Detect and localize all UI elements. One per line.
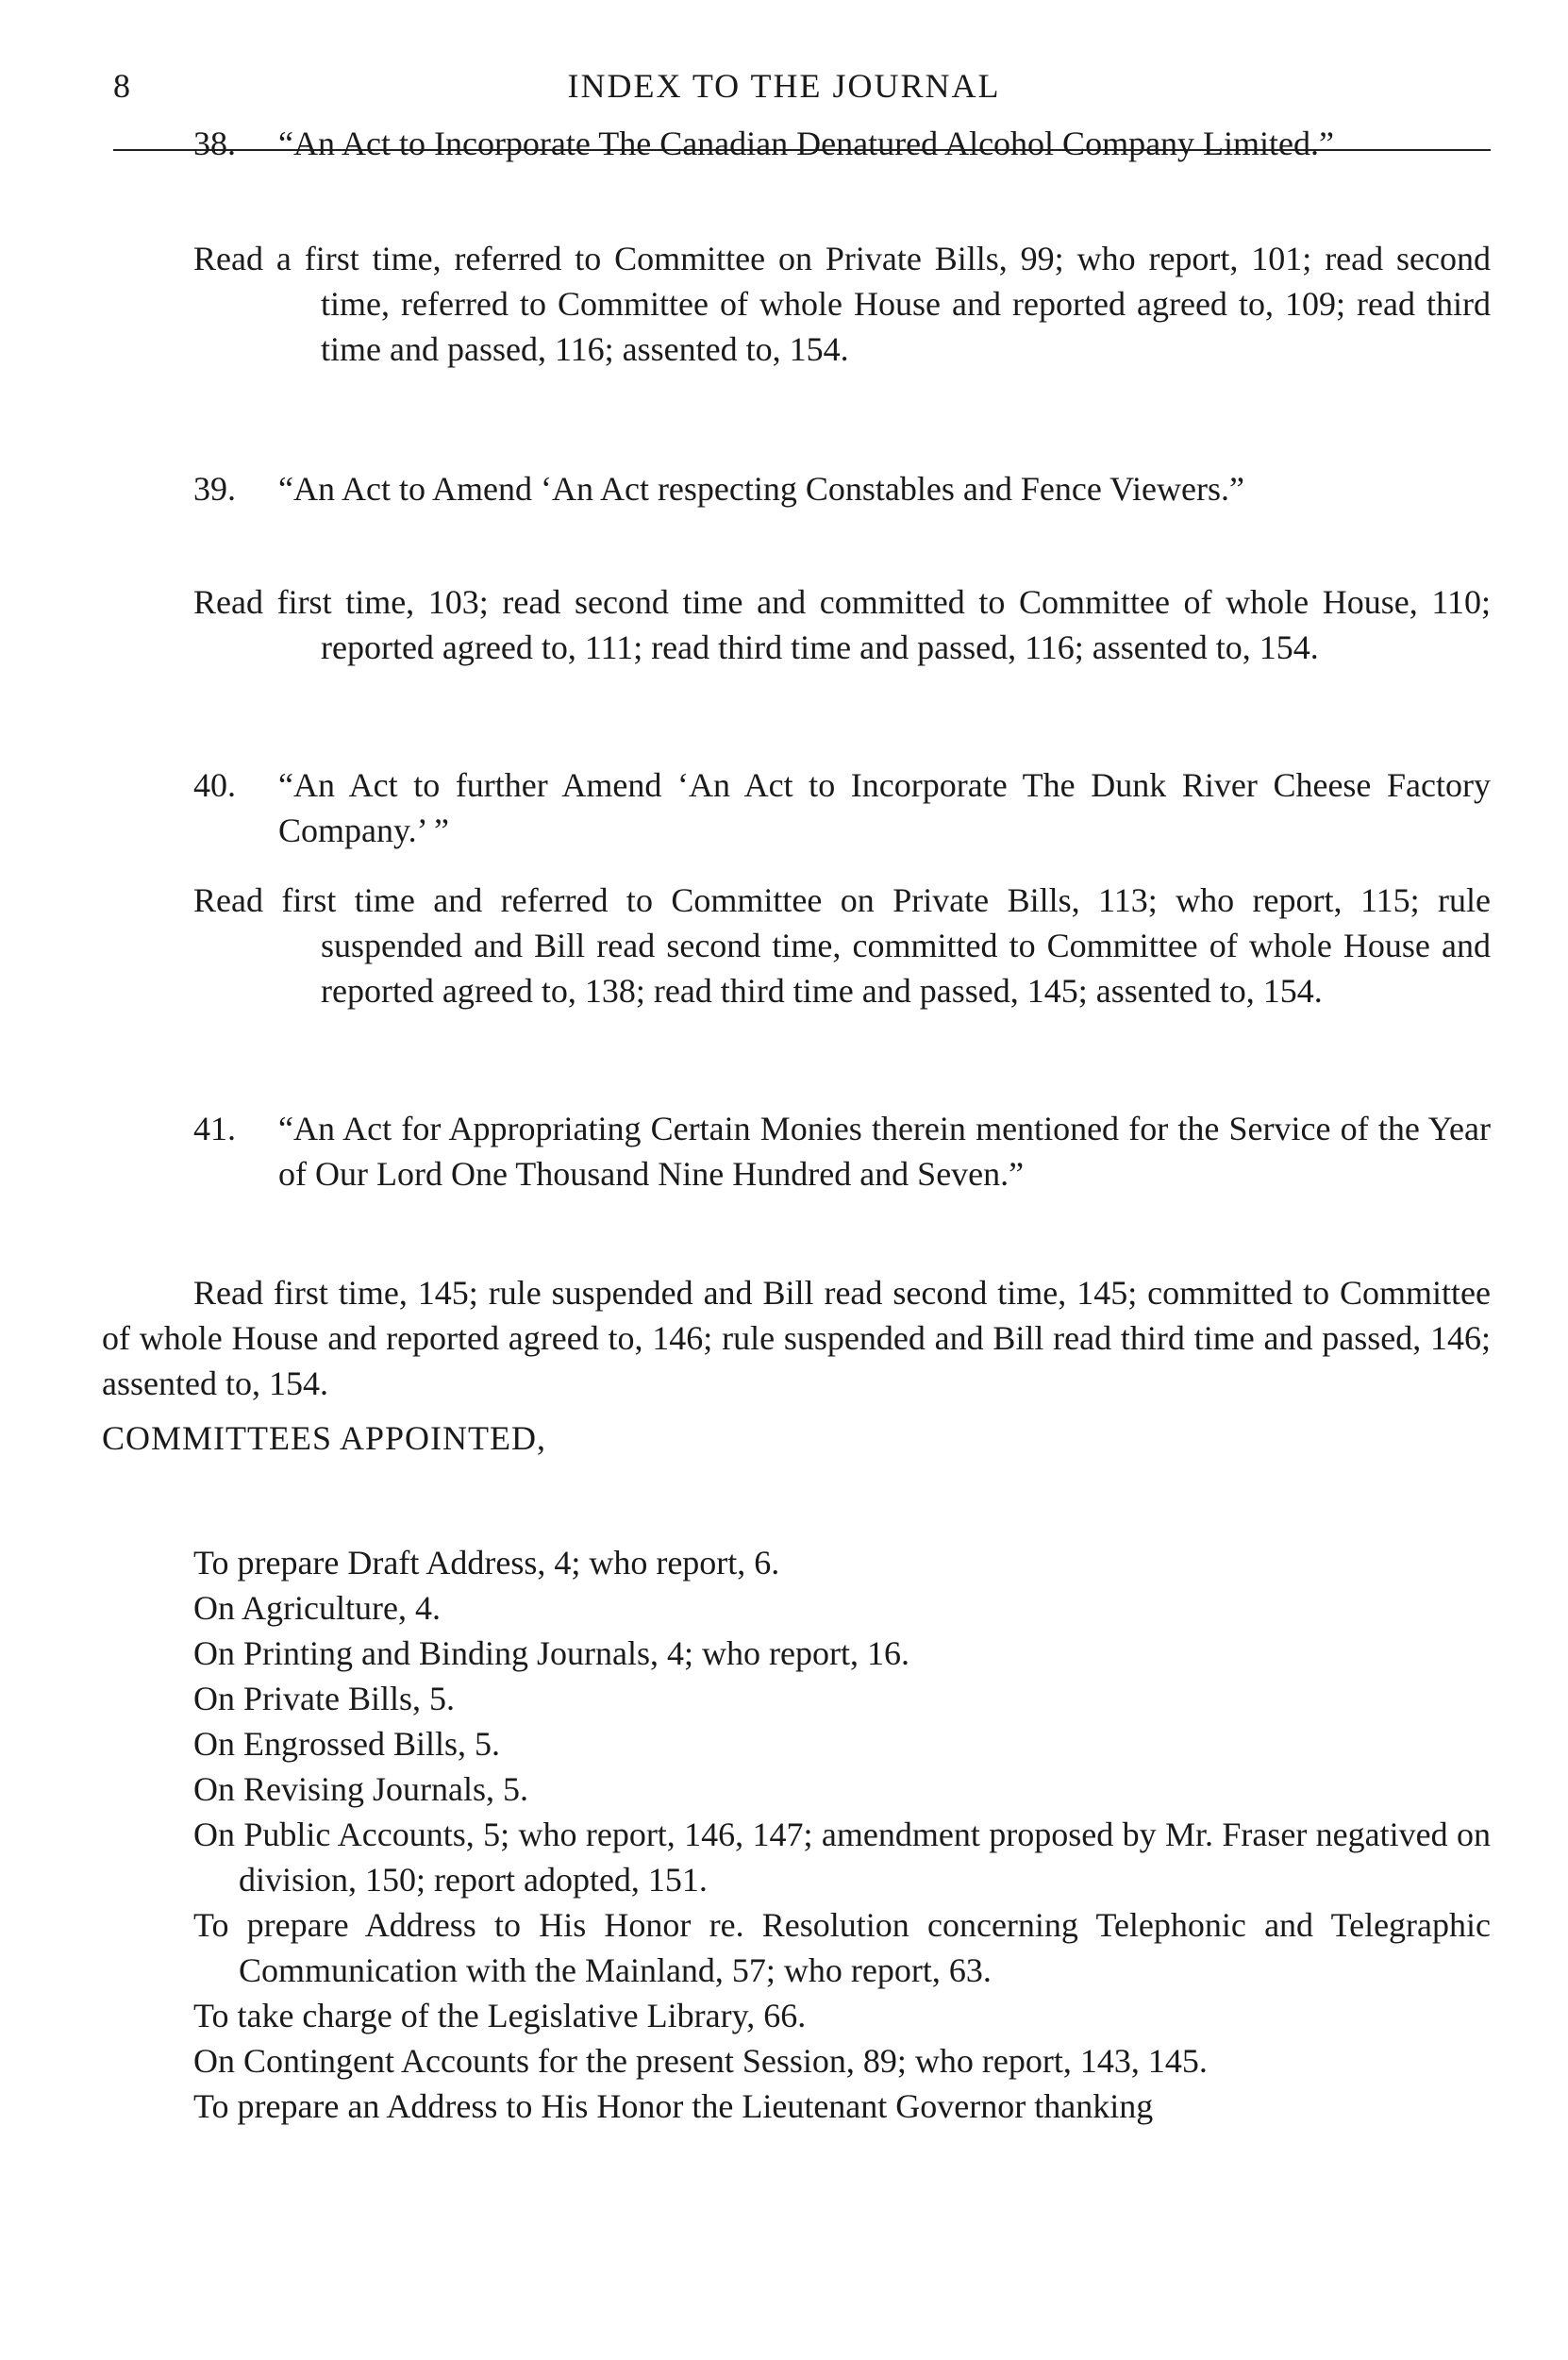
committee-item: On Engrossed Bills, 5. xyxy=(193,1725,501,1763)
committee-item: To take charge of the Legislative Library, 66. xyxy=(193,1997,807,2034)
committee-item: To prepare Draft Address, 4; who report, 6. xyxy=(193,1544,780,1582)
page-header xyxy=(0,55,1568,111)
bill-title: “An Act to Amend ‘An Act respecting Constables and Fence Viewers.” xyxy=(278,470,1244,508)
committee-item: On Private Bills, 5. xyxy=(193,1680,455,1717)
committee-item: On Revising Journals, 5. xyxy=(193,1770,528,1808)
committee-item: To prepare Address to His Honor re. Resolution concerning Telephonic and Telegraphic Communication with the Mainland, 57; who report, 63. xyxy=(193,1906,1491,1989)
page-number: 8 xyxy=(113,67,130,105)
bill-proceedings-39: Read first time, 103; read second time and committed to Committee of whole House, 110; reported agreed to, 111; read third time and passed, 116; assented to, 154. xyxy=(193,583,1491,666)
bill-proceedings-40: Read first time and referred to Committee on Private Bills, 113; who report, 115; rule suspended and Bill read second time, committed to Committee of whole House and reported agreed to, 138; read third time and passed, 145; assented to, 154. xyxy=(193,881,1491,1010)
bill-proceedings-41: Read first time, 145; rule suspended and Bill read second time, 145; committed to Committee of whole House and reported agreed to, 146; rule suspended and Bill read third time and passed, 146; assented to, 154. xyxy=(102,1274,1491,1402)
committee-item: On Printing and Binding Journals, 4; who report, 16. xyxy=(193,1634,909,1672)
bill-number: 40. xyxy=(193,766,236,804)
committee-item: On Agriculture, 4. xyxy=(193,1589,441,1627)
committees-heading: COMMITTEES APPOINTED, xyxy=(102,1419,547,1457)
bill-proceedings-38: Read a first time, referred to Committee on Private Bills, 99; who report, 101; read second time, referred to Committee of whole House and reported agreed to, 109; read third time and passed, 116; assented to, 154. xyxy=(193,240,1491,368)
bill-title: “An Act to Incorporate The Canadian Denatured Alcohol Company Limited.” xyxy=(278,125,1335,162)
committee-item: On Contingent Accounts for the present Session, 89; who report, 143, 145. xyxy=(193,2042,1208,2080)
bill-title: “An Act for Appropriating Certain Monies therein mentioned for the Service of the Year of Our Lord One Thousand Nine Hundred and Seven.” xyxy=(278,1110,1491,1193)
bill-number: 38. xyxy=(193,125,236,162)
committee-item: On Public Accounts, 5; who report, 146, 147; amendment proposed by Mr. Fraser negatived on division, 150; report adopted, 151. xyxy=(193,1816,1491,1899)
bill-title: “An Act to further Amend ‘An Act to Incorporate The Dunk River Cheese Factory Company.’ ” xyxy=(278,766,1491,849)
running-title: INDEX TO THE JOURNAL xyxy=(567,67,1001,105)
committee-item: To prepare an Address to His Honor the Lieutenant Governor thanking xyxy=(193,2087,1154,2125)
bill-number: 39. xyxy=(193,470,236,508)
bill-number: 41. xyxy=(193,1110,236,1147)
